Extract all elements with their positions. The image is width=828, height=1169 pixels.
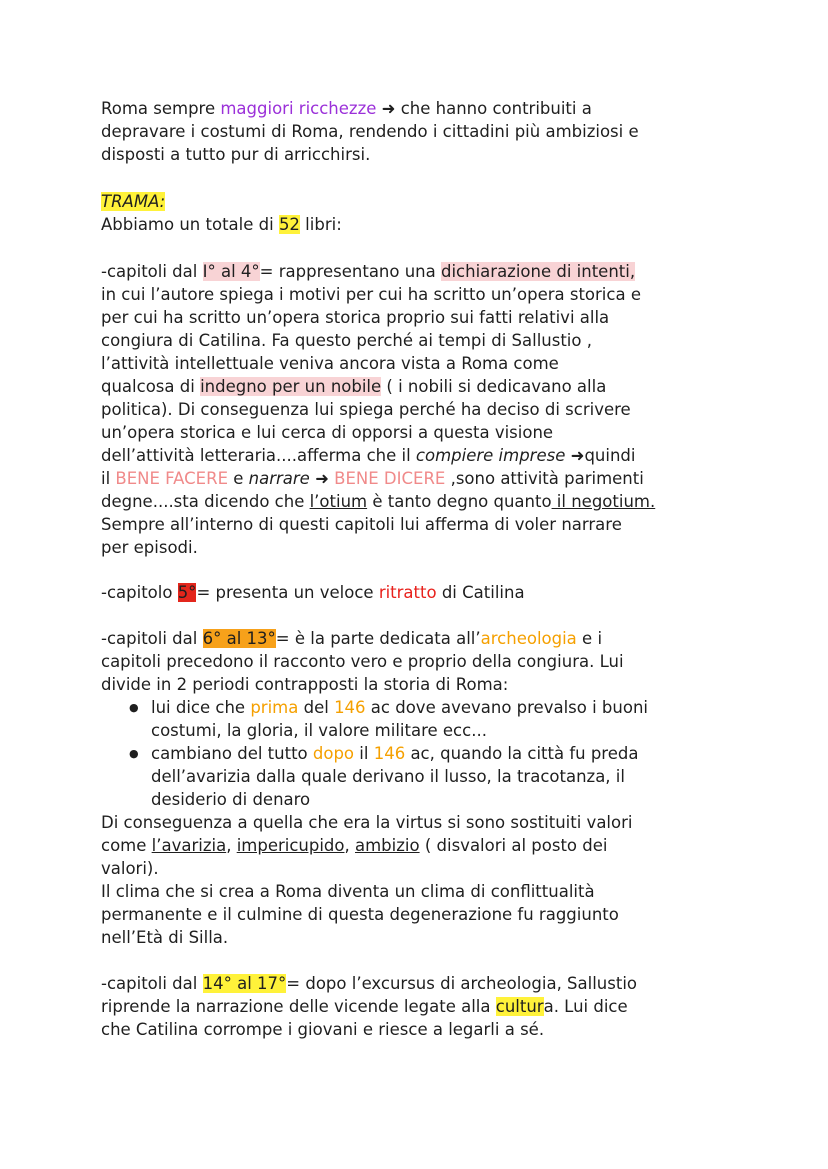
underlined-term: ambizio [355, 836, 420, 855]
list-item [151, 742, 741, 811]
text: e i [576, 629, 603, 648]
chapters-1-4-paragraph [101, 260, 741, 559]
text: Abbiamo un totale di [101, 215, 279, 234]
text-line: capitoli precedono il racconto vero e proprio della congiura. Lui [101, 652, 624, 671]
text: ➜ che hanno contribuiti a [376, 99, 592, 118]
highlighted-term: BENE FACERE [115, 469, 228, 488]
text-line: un’opera storica e lui cerca di opporsi a questa visione [101, 423, 554, 442]
text-line: politica). Di conseguenza lui spiega perché ha deciso di scrivere [101, 400, 631, 419]
text: a. Lui dice [543, 997, 628, 1016]
text: del [298, 698, 335, 717]
text-line: nell’Età di Silla. [101, 928, 229, 947]
text-line: Sempre all’interno di questi capitoli lui afferma di voler narrare [101, 515, 622, 534]
highlighted-term: BENE DICERE [334, 469, 446, 488]
highlighted-term: 146 [334, 698, 366, 717]
chapter-range: I° al 4° [202, 262, 260, 281]
book-count: 52 [278, 215, 300, 234]
chapters-6-13-paragraph [101, 627, 741, 949]
text: ➜quindi [565, 446, 636, 465]
text: -capitoli dal [101, 629, 203, 648]
italic-term: narrare [248, 469, 310, 488]
chapters-14-17-paragraph [101, 972, 741, 1041]
text-line: depravare i costumi di Roma, rendendo i cittadini più ambiziosi e [101, 122, 639, 141]
highlighted-term: indegno per un nobile [200, 377, 382, 396]
text: come [101, 836, 152, 855]
text-line: Il clima che si crea a Roma diventa un clima di conflittualità [101, 882, 595, 901]
bullet-list [101, 696, 741, 811]
underlined-term: l’otium [309, 492, 368, 511]
text: , [344, 836, 355, 855]
text: cambiano del tutto [151, 744, 313, 763]
highlighted-term: dichiarazione di intenti, [441, 262, 636, 281]
text-line: Di conseguenza a quella che era la virtus si sono sostituiti valori [101, 813, 633, 832]
chapter-range: 14° al 17° [202, 974, 287, 993]
italic-term: compiere imprese [415, 446, 566, 465]
underlined-term: l’avarizia [151, 836, 227, 855]
text-line: disposti a tutto pur di arricchirsi. [101, 145, 371, 164]
text: di Catilina [436, 583, 525, 602]
text: ( i nobili si dedicavano alla [381, 377, 607, 396]
text: degne....sta dicendo che [101, 492, 310, 511]
text: ( disvalori al posto dei [419, 836, 608, 855]
text-line: per episodi. [101, 538, 198, 557]
text: riprende la narrazione delle vicende legate alla [101, 997, 496, 1016]
text: e [228, 469, 249, 488]
text-line: per cui ha scritto un’opera storica proprio sui fatti relativi alla [101, 308, 610, 327]
text: desiderio di denaro [151, 790, 311, 809]
text: ➜ [309, 469, 335, 488]
text: libri: [299, 215, 342, 234]
highlighted-term: ritratto [378, 583, 437, 602]
text: il [101, 469, 116, 488]
text: lui dice che [151, 698, 251, 717]
text: qualcosa di [101, 377, 201, 396]
text: -capitoli dal [101, 262, 203, 281]
highlighted-term: dopo [312, 744, 355, 763]
chapter-5-paragraph [101, 581, 741, 604]
text-line: che Catilina corrompe i giovani e riesce a legarli a sé. [101, 1020, 545, 1039]
text: il [354, 744, 374, 763]
text-line: congiura di Catilina. Fa questo perché ai tempi di Sallustio , [101, 331, 592, 350]
text: ac, quando la città fu preda [405, 744, 639, 763]
text: dell’attività letteraria....afferma che il [101, 446, 416, 465]
trama-section [101, 190, 741, 236]
text: = rappresentano una [259, 262, 441, 281]
text: = presenta un veloce [196, 583, 379, 602]
intro-paragraph [101, 97, 741, 166]
text-line: permanente e il culmine di questa degenerazione fu raggiunto [101, 905, 619, 924]
underlined-term: il negotium. [551, 492, 656, 511]
highlighted-term: cultur [495, 997, 544, 1016]
text: = è la parte dedicata all’ [275, 629, 481, 648]
text-line: l’attività intellettuale veniva ancora vista a Roma come [101, 354, 559, 373]
text: costumi, la gloria, il valore militare ecc... [151, 721, 487, 740]
chapter-range: 5° [177, 583, 197, 602]
chapter-range: 6° al 13° [202, 629, 276, 648]
text: -capitoli dal [101, 974, 203, 993]
text-line: valori). [101, 859, 159, 878]
highlighted-term: archeologia [480, 629, 577, 648]
text: -capitolo [101, 583, 178, 602]
text: Roma sempre [101, 99, 221, 118]
text-line: in cui l’autore spiega i motivi per cui ha scritto un’opera storica e [101, 285, 641, 304]
section-heading: TRAMA: [101, 192, 166, 211]
text: , [226, 836, 237, 855]
text-line: divide in 2 periodi contrapposti la storia di Roma: [101, 675, 509, 694]
highlighted-term: prima [250, 698, 299, 717]
text: è tanto degno quanto [367, 492, 552, 511]
text: dell’avarizia dalla quale derivano il lusso, la tracotanza, il [151, 767, 625, 786]
underlined-term: impericupido [236, 836, 345, 855]
text: ac dove avevano prevalso i buoni [365, 698, 649, 717]
text: ,sono attività parimenti [445, 469, 644, 488]
highlighted-term: maggiori ricchezze [220, 99, 377, 118]
text: = dopo l’excursus di archeologia, Sallustio [286, 974, 638, 993]
list-item [151, 696, 741, 742]
highlighted-term: 146 [373, 744, 406, 763]
